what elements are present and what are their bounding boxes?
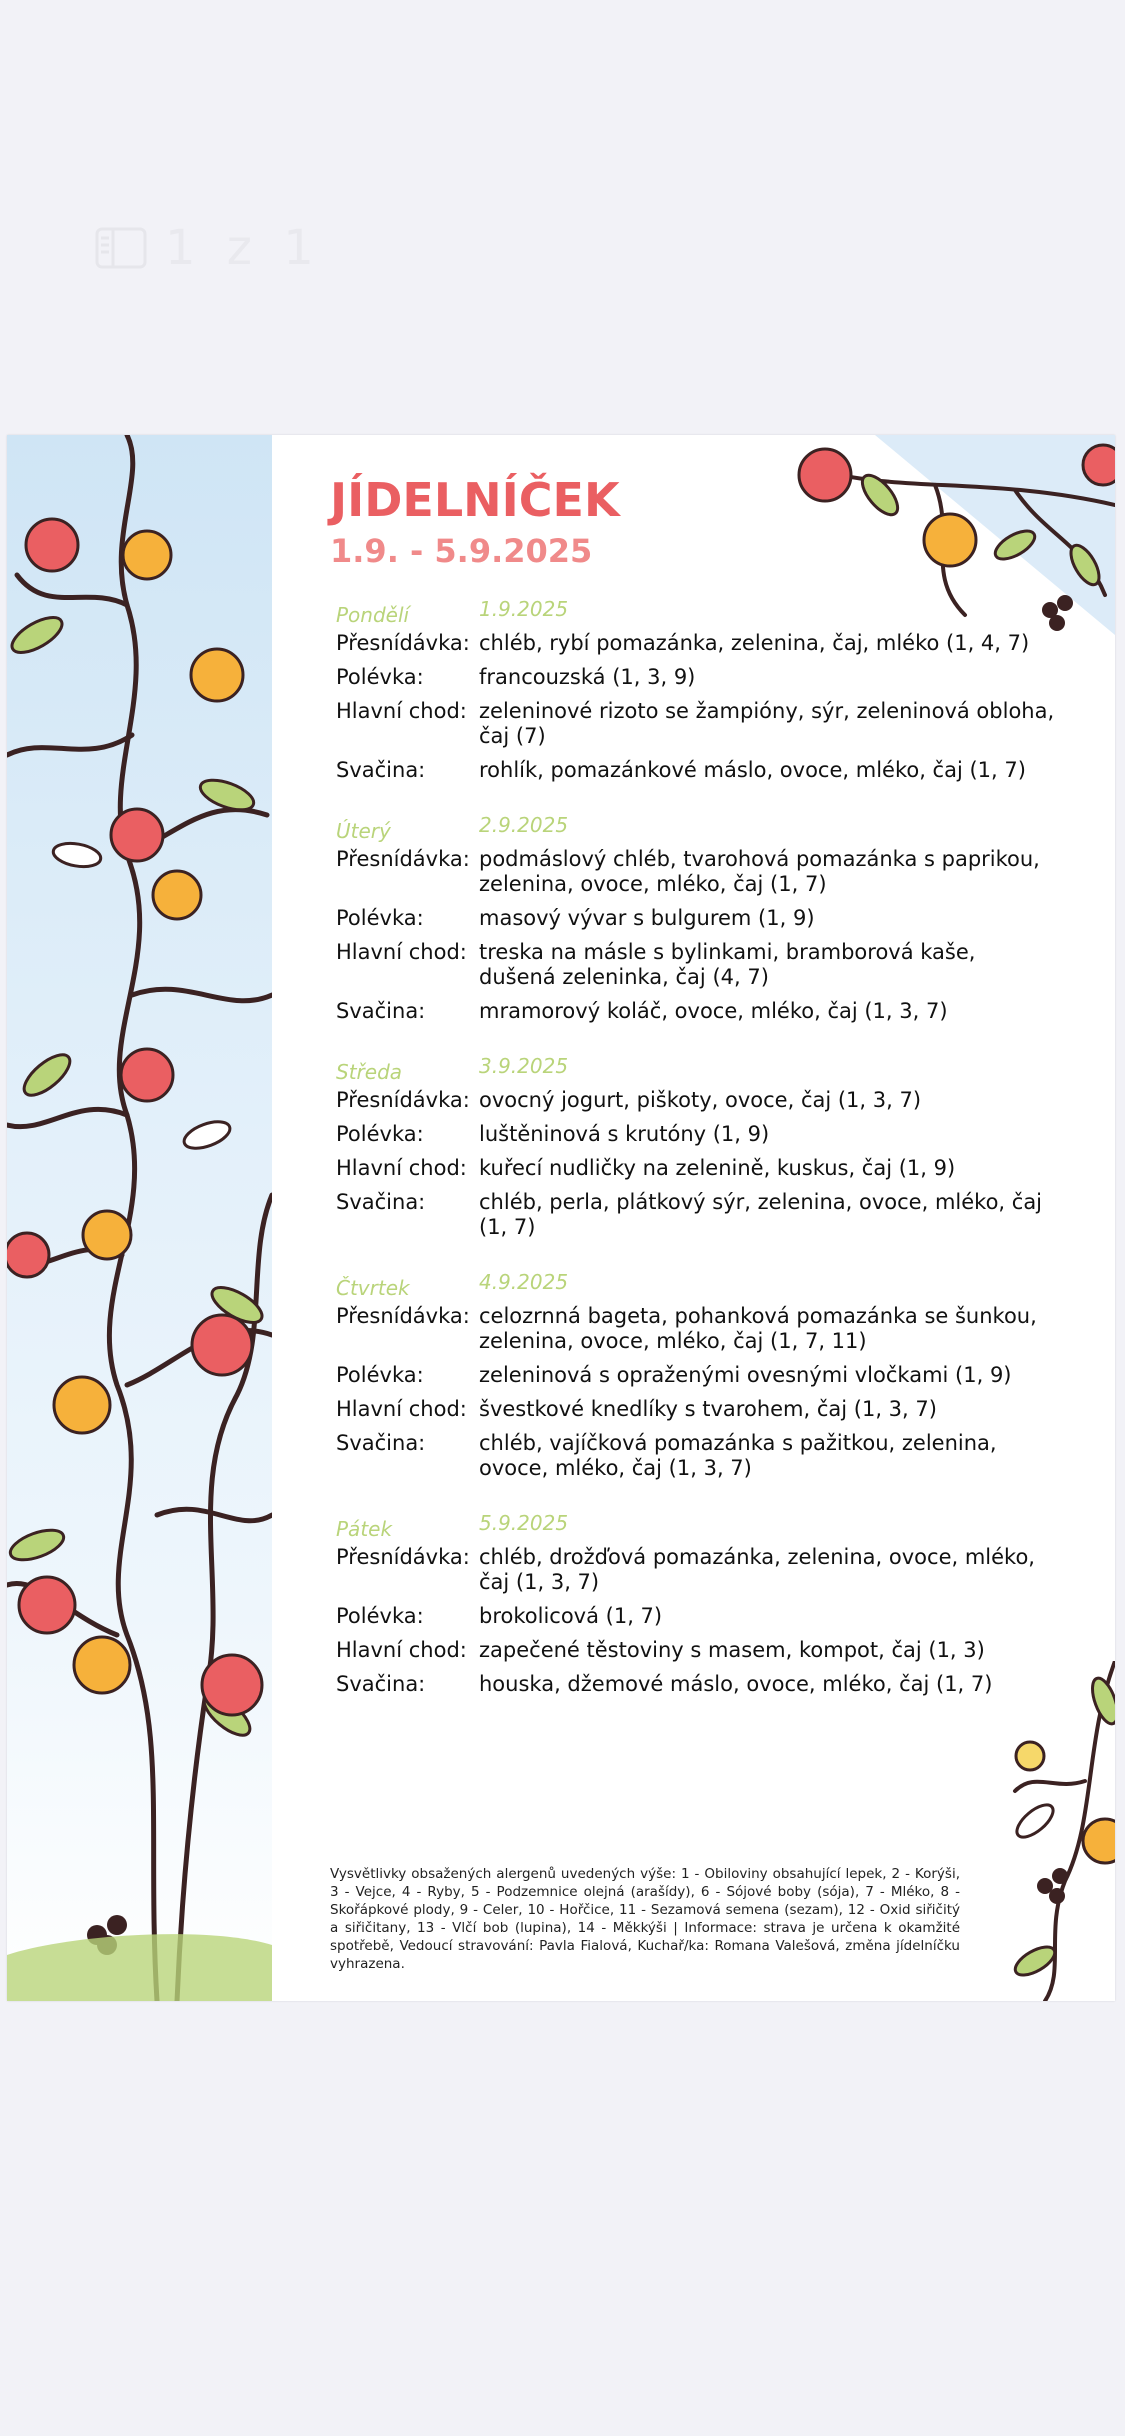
meal-label: Přesnídávka: bbox=[336, 847, 470, 871]
menu-document bbox=[7, 435, 1115, 2001]
meal-label: Svačina: bbox=[336, 1190, 426, 1214]
meal-value: houska, džemové máslo, ovoce, mléko, čaj (1, 7) bbox=[479, 1672, 993, 1696]
day-name: Pondělí bbox=[336, 603, 410, 627]
meal-label: Hlavní chod: bbox=[336, 1397, 467, 1421]
weekly-menu bbox=[336, 597, 1056, 1727]
meal-value: zeleninová s opraženými ovesnými vločkami (1, 9) bbox=[479, 1363, 1012, 1387]
meal-label: Hlavní chod: bbox=[336, 699, 467, 723]
meal-row bbox=[336, 631, 1056, 656]
allergen-legend: Vysvětlivky obsažených alergenů uvedených výše: 1 - Obiloviny obsahující lepek, 2 - Korýši, 3 - Vejce, 4 - Ryby, 5 - Podzemnice olejná (arašídy), 6 - Sójové boby (sója), 7 - Mléko, 8 - Skořápkové plody, 9 - Celer, 10 - Hořčice, 11 - Sezamová semena (sezam), 12 - Oxid siřičitý a siřičitany, 13 - Vlčí bob (lupina), 14 - Měkkýši | Informace: strava je určena k okamžité spotřebě, Vedoucí stravování: Pavla Fialová, Kuchař/ka: Romana Valešová, změna jídelníčku vyhrazena. bbox=[330, 1866, 960, 1972]
day-block bbox=[336, 1054, 1056, 1240]
meal-label: Svačina: bbox=[336, 1672, 426, 1696]
meal-row bbox=[336, 906, 1056, 931]
meal-label: Polévka: bbox=[336, 1122, 424, 1146]
meal-row bbox=[336, 1156, 1056, 1181]
meal-value: mramorový koláč, ovoce, mléko, čaj (1, 3, 7) bbox=[479, 999, 948, 1023]
meal-label: Svačina: bbox=[336, 1431, 426, 1455]
day-header bbox=[336, 813, 1056, 847]
meal-value: chléb, perla, plátkový sýr, zelenina, ovoce, mléko, čaj (1, 7) bbox=[479, 1190, 1043, 1239]
meal-row bbox=[336, 1638, 1056, 1663]
meal-value: švestkové knedlíky s tvarohem, čaj (1, 3, 7) bbox=[479, 1397, 937, 1421]
meal-row bbox=[336, 758, 1056, 783]
meal-label: Hlavní chod: bbox=[336, 1638, 467, 1662]
meal-row bbox=[336, 1604, 1056, 1629]
day-block bbox=[336, 1270, 1056, 1481]
day-block bbox=[336, 813, 1056, 1024]
meal-label: Hlavní chod: bbox=[336, 1156, 467, 1180]
day-header bbox=[336, 1054, 1056, 1088]
meal-row bbox=[336, 847, 1056, 897]
page-indicator bbox=[95, 220, 322, 276]
day-header bbox=[336, 1270, 1056, 1304]
day-name: Úterý bbox=[336, 819, 391, 843]
meal-row bbox=[336, 1545, 1056, 1595]
meal-value: treska na másle s bylinkami, bramborová kaše, dušená zeleninka, čaj (4, 7) bbox=[479, 940, 976, 989]
meal-row bbox=[336, 1363, 1056, 1388]
meal-label: Přesnídávka: bbox=[336, 1088, 470, 1112]
day-block bbox=[336, 597, 1056, 783]
day-date: 5.9.2025 bbox=[479, 1511, 569, 1535]
meal-label: Hlavní chod: bbox=[336, 940, 467, 964]
day-header bbox=[336, 1511, 1056, 1545]
meal-value: chléb, rybí pomazánka, zelenina, čaj, mléko (1, 4, 7) bbox=[479, 631, 1030, 655]
meal-value: chléb, drožďová pomazánka, zelenina, ovoce, mléko, čaj (1, 3, 7) bbox=[479, 1545, 1035, 1594]
meal-value: celozrnná bageta, pohanková pomazánka se šunkou, zelenina, ovoce, mléko, čaj (1, 7, 11) bbox=[479, 1304, 1037, 1353]
meal-value: ovocný jogurt, piškoty, ovoce, čaj (1, 3, 7) bbox=[479, 1088, 922, 1112]
meal-row bbox=[336, 1431, 1056, 1481]
day-name: Pátek bbox=[336, 1517, 393, 1541]
meal-value: luštěninová s krutóny (1, 9) bbox=[479, 1122, 770, 1146]
apple-tree-drawing bbox=[7, 435, 272, 2001]
meal-value: podmáslový chléb, tvarohová pomazánka s paprikou, zelenina, ovoce, mléko, čaj (1, 7) bbox=[479, 847, 1040, 896]
meal-label: Přesnídávka: bbox=[336, 631, 470, 655]
meal-row bbox=[336, 699, 1056, 749]
meal-label: Svačina: bbox=[336, 999, 426, 1023]
day-date: 3.9.2025 bbox=[479, 1054, 569, 1078]
meal-value: brokolicová (1, 7) bbox=[479, 1604, 663, 1628]
day-date: 1.9.2025 bbox=[479, 597, 569, 621]
day-name: Středa bbox=[336, 1060, 403, 1084]
meal-value: rohlík, pomazánkové máslo, ovoce, mléko, čaj (1, 7) bbox=[479, 758, 1026, 782]
meal-value: chléb, vajíčková pomazánka s pažitkou, zelenina, ovoce, mléko, čaj (1, 3, 7) bbox=[479, 1431, 997, 1480]
meal-value: zapečené těstoviny s masem, kompot, čaj (1, 3) bbox=[479, 1638, 985, 1662]
meal-row bbox=[336, 1304, 1056, 1354]
meal-value: francouzská (1, 3, 9) bbox=[479, 665, 696, 689]
tree-illustration bbox=[7, 435, 272, 2001]
page-title: JÍDELNÍČEK bbox=[330, 473, 620, 527]
meal-label: Polévka: bbox=[336, 906, 424, 930]
meal-row bbox=[336, 1190, 1056, 1240]
meal-row bbox=[336, 1672, 1056, 1697]
meal-row bbox=[336, 665, 1056, 690]
meal-label: Polévka: bbox=[336, 1604, 424, 1628]
meal-row bbox=[336, 1088, 1056, 1113]
meal-row bbox=[336, 940, 1056, 990]
meal-value: zeleninové rizoto se žampióny, sýr, zeleninová obloha, čaj (7) bbox=[479, 699, 1055, 748]
day-block bbox=[336, 1511, 1056, 1697]
day-header bbox=[336, 597, 1056, 631]
page-count: 1 z 1 bbox=[165, 220, 322, 276]
day-name: Čtvrtek bbox=[336, 1276, 410, 1300]
meal-row bbox=[336, 1122, 1056, 1147]
meal-row bbox=[336, 999, 1056, 1024]
day-date: 2.9.2025 bbox=[479, 813, 569, 837]
meal-label: Přesnídávka: bbox=[336, 1545, 470, 1569]
meal-label: Svačina: bbox=[336, 758, 426, 782]
date-range: 1.9. - 5.9.2025 bbox=[330, 532, 593, 570]
meal-value: masový vývar s bulgurem (1, 9) bbox=[479, 906, 815, 930]
sidebar-icon[interactable] bbox=[95, 227, 147, 269]
meal-row bbox=[336, 1397, 1056, 1422]
meal-value: kuřecí nudličky na zelenině, kuskus, čaj (1, 9) bbox=[479, 1156, 956, 1180]
meal-label: Polévka: bbox=[336, 665, 424, 689]
meal-label: Přesnídávka: bbox=[336, 1304, 470, 1328]
day-date: 4.9.2025 bbox=[479, 1270, 569, 1294]
meal-label: Polévka: bbox=[336, 1363, 424, 1387]
